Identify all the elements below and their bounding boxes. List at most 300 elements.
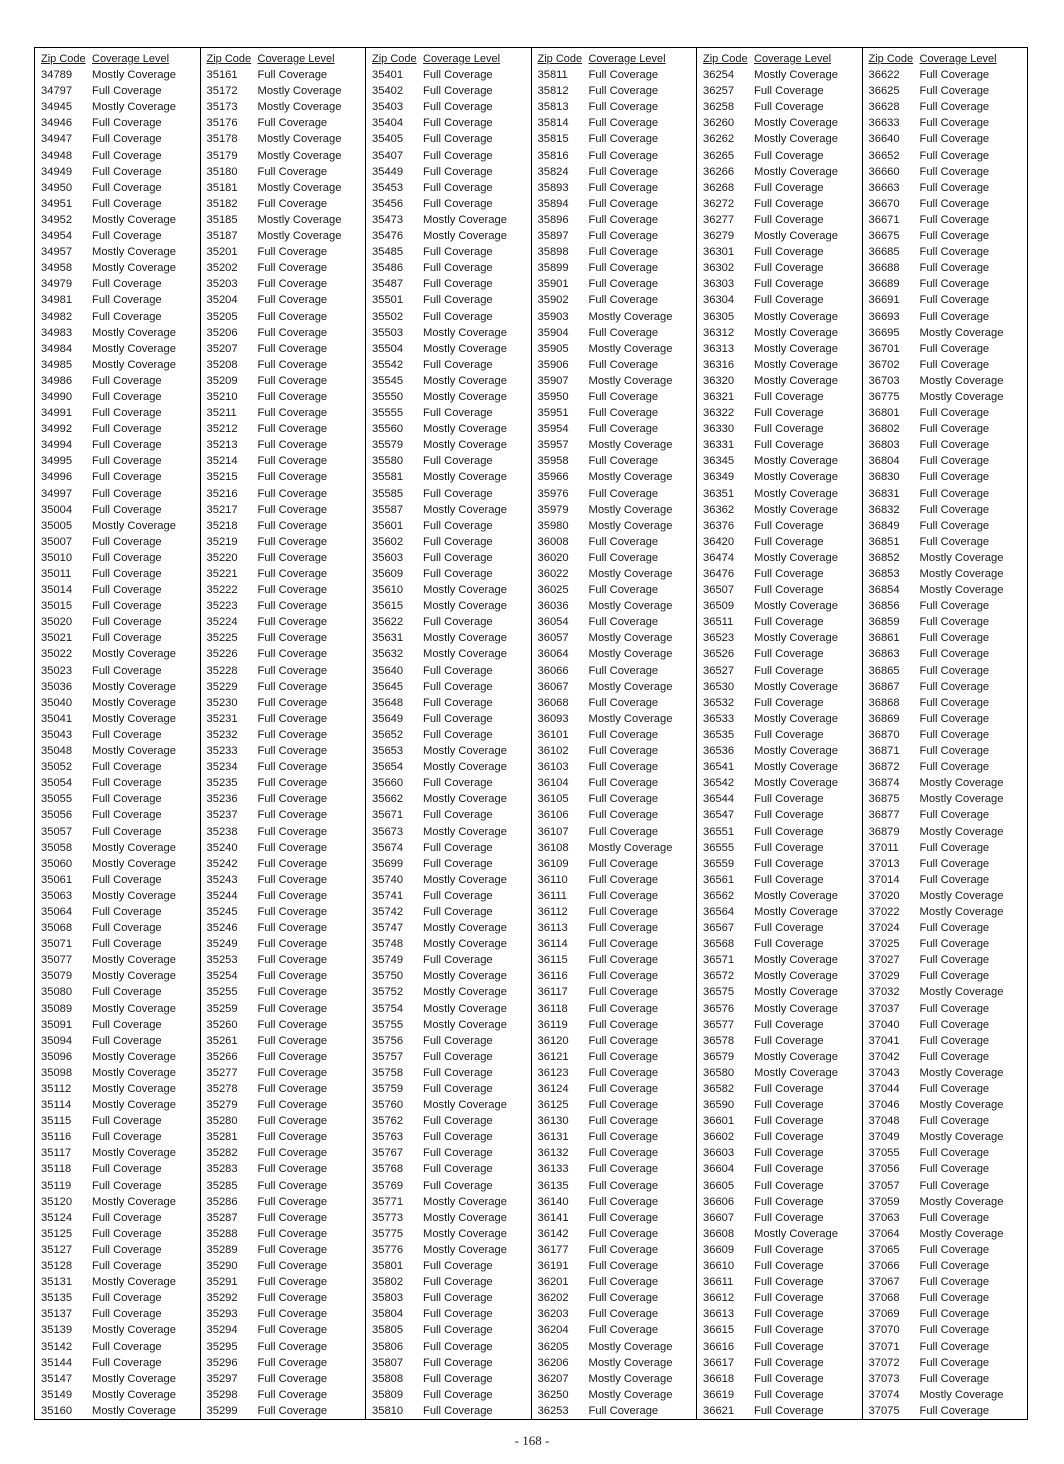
coverage-level: Mostly Coverage	[919, 1066, 1004, 1079]
zip-code: 36302	[703, 262, 735, 275]
coverage-level: Full Coverage	[423, 1034, 493, 1047]
table-row	[366, 421, 531, 437]
coverage-level: Mostly Coverage	[92, 358, 176, 371]
coverage-level: Full Coverage	[92, 551, 162, 564]
zip-code: 35501	[372, 294, 404, 307]
zip-code: 35602	[372, 535, 404, 548]
coverage-level: Full Coverage	[588, 278, 659, 291]
zip-code: 35560	[372, 423, 404, 436]
table-row	[532, 1355, 697, 1371]
coverage-level: Mostly Coverage	[423, 1018, 507, 1031]
coverage-level: Full Coverage	[754, 1340, 824, 1353]
coverage-level: Mostly Coverage	[423, 970, 507, 983]
coverage-level: Full Coverage	[588, 1018, 659, 1031]
coverage-level: Mostly Coverage	[588, 680, 673, 693]
coverage-level: Full Coverage	[423, 728, 493, 741]
table-row	[35, 1290, 200, 1306]
coverage-level: Full Coverage	[588, 1131, 659, 1144]
coverage-level: Mostly Coverage	[423, 632, 507, 645]
zip-code: 35117	[41, 1147, 72, 1160]
zip-code: 36321	[703, 390, 735, 403]
zip-code: 35118	[41, 1163, 72, 1176]
coverage-level: Mostly Coverage	[423, 390, 507, 403]
zip-code-header: Zip Code	[372, 53, 417, 65]
table-row	[366, 1274, 531, 1290]
coverage-level: Full Coverage	[257, 1163, 328, 1176]
zip-code: 36625	[868, 85, 900, 98]
coverage-level: Full Coverage	[257, 1034, 328, 1047]
coverage-level: Mostly Coverage	[754, 342, 838, 355]
coverage-level: Mostly Coverage	[588, 1388, 673, 1401]
table-row	[863, 598, 1028, 614]
zip-code: 36691	[868, 294, 900, 307]
coverage-level: Full Coverage	[588, 728, 659, 741]
table-row	[366, 67, 531, 83]
table-row	[863, 1210, 1028, 1226]
coverage-level: Full Coverage	[423, 551, 493, 564]
coverage-level: Full Coverage	[92, 117, 162, 130]
zip-code: 34979	[41, 278, 73, 291]
coverage-level: Full Coverage	[754, 1018, 824, 1031]
zip-code: 35244	[206, 889, 238, 902]
table-row	[863, 115, 1028, 131]
table-row	[532, 984, 697, 1000]
coverage-level: Mostly Coverage	[92, 954, 176, 967]
coverage-level: Full Coverage	[257, 1018, 328, 1031]
coverage-level: Full Coverage	[257, 648, 328, 661]
table-row	[366, 872, 531, 888]
table-row	[201, 598, 366, 614]
table-row	[697, 260, 862, 276]
table-row	[201, 791, 366, 807]
table-row	[366, 663, 531, 679]
zip-code: 36067	[537, 680, 569, 693]
coverage-level: Full Coverage	[919, 278, 990, 291]
table-row	[863, 775, 1028, 791]
zip-code: 35246	[206, 922, 238, 935]
table-row	[863, 1339, 1028, 1355]
zip-code: 36693	[868, 310, 900, 323]
coverage-level: Full Coverage	[423, 535, 493, 548]
zip-code: 35980	[537, 519, 569, 532]
coverage-level: Full Coverage	[588, 1260, 659, 1273]
table-row	[366, 1242, 531, 1258]
coverage-level: Full Coverage	[588, 1083, 659, 1095]
coverage-level: Mostly Coverage	[588, 712, 673, 725]
coverage-level: Full Coverage	[919, 1050, 990, 1063]
zip-code: 35407	[372, 149, 404, 162]
table-row	[863, 663, 1028, 679]
table-row	[366, 630, 531, 646]
zip-code: 36066	[537, 664, 569, 677]
table-row	[201, 1129, 366, 1145]
coverage-level: Mostly Coverage	[423, 873, 507, 886]
coverage-level: Mostly Coverage	[423, 1243, 507, 1256]
table-row	[201, 888, 366, 904]
coverage-level: Full Coverage	[754, 535, 824, 548]
table-row	[366, 888, 531, 904]
zip-code: 36571	[703, 954, 735, 967]
coverage-level: Full Coverage	[92, 471, 162, 484]
zip-code: 35752	[372, 986, 404, 999]
zip-code: 35502	[372, 310, 404, 323]
table-row	[697, 824, 862, 840]
coverage-level: Mostly Coverage	[92, 262, 176, 275]
coverage-level: Full Coverage	[257, 905, 328, 918]
coverage-level: Mostly Coverage	[754, 954, 838, 967]
table-row	[201, 936, 366, 952]
zip-code: 36177	[537, 1243, 569, 1256]
zip-code: 35139	[41, 1324, 73, 1337]
table-row	[863, 421, 1028, 437]
zip-code: 36316	[703, 358, 735, 371]
table-row	[366, 1210, 531, 1226]
zip-code: 35144	[41, 1356, 73, 1369]
coverage-level: Mostly Coverage	[754, 889, 838, 902]
coverage-level: Full Coverage	[423, 85, 493, 98]
table-row	[863, 984, 1028, 1000]
zip-code: 35201	[206, 246, 238, 259]
table-row	[532, 131, 697, 147]
coverage-level: Full Coverage	[588, 745, 659, 758]
coverage-level: Full Coverage	[257, 374, 328, 387]
zip-code: 35023	[41, 664, 73, 677]
zip-code: 36576	[703, 1002, 735, 1015]
coverage-level: Full Coverage	[423, 1179, 493, 1192]
zip-code: 36879	[868, 825, 900, 838]
zip-code: 36362	[703, 503, 735, 516]
coverage-level: Full Coverage	[588, 455, 659, 468]
table-row	[532, 711, 697, 727]
table-row	[697, 1403, 862, 1419]
zip-code: 36551	[703, 825, 735, 838]
zip-code: 36191	[537, 1260, 569, 1273]
zip-code: 35615	[372, 600, 404, 613]
zip-code: 35295	[206, 1340, 238, 1353]
table-row	[532, 1226, 697, 1242]
zip-code: 35645	[372, 680, 404, 693]
coverage-level: Full Coverage	[588, 905, 659, 918]
zip-code: 35040	[41, 696, 73, 709]
coverage-level: Full Coverage	[423, 1260, 493, 1273]
table-row	[366, 196, 531, 212]
table-row	[697, 727, 862, 743]
coverage-level: Full Coverage	[588, 1066, 659, 1079]
table-row	[863, 405, 1028, 421]
table-row	[863, 646, 1028, 662]
coverage-level: Full Coverage	[423, 1050, 493, 1063]
table-row	[366, 968, 531, 984]
table-row	[863, 148, 1028, 164]
table-row	[35, 1226, 200, 1242]
coverage-level: Mostly Coverage	[423, 584, 507, 597]
zip-code: 36132	[537, 1147, 569, 1160]
zip-code: 35814	[537, 117, 569, 130]
table-row	[532, 1113, 697, 1129]
coverage-level: Full Coverage	[919, 246, 990, 259]
coverage-level: Full Coverage	[754, 1243, 824, 1256]
coverage-level: Full Coverage	[423, 455, 493, 468]
table-row	[863, 1001, 1028, 1017]
coverage-level: Mostly Coverage	[754, 374, 838, 387]
table-row	[201, 1242, 366, 1258]
coverage-level: Full Coverage	[92, 922, 162, 935]
zip-code: 35255	[206, 986, 238, 999]
coverage-level: Full Coverage	[919, 1018, 990, 1031]
coverage-table	[34, 47, 1028, 1420]
zip-code: 34982	[41, 310, 73, 323]
table-row	[366, 1290, 531, 1306]
table-row	[201, 759, 366, 775]
zip-code: 35807	[372, 1356, 404, 1369]
table-row	[863, 164, 1028, 180]
coverage-level: Full Coverage	[423, 857, 493, 870]
zip-code: 35813	[537, 101, 569, 114]
table-row	[863, 759, 1028, 775]
zip-code: 36331	[703, 439, 735, 452]
zip-code: 35052	[41, 761, 73, 774]
zip-code: 36615	[703, 1324, 735, 1337]
table-row	[201, 148, 366, 164]
table-row	[35, 566, 200, 582]
coverage-level: Full Coverage	[92, 294, 162, 307]
table-row	[35, 437, 200, 453]
zip-code-header: Zip Code	[537, 53, 583, 65]
zip-code: 36330	[703, 423, 735, 436]
table-row	[532, 325, 697, 341]
table-row	[532, 1081, 697, 1097]
coverage-level: Full Coverage	[257, 825, 328, 838]
zip-code: 34990	[41, 390, 73, 403]
coverage-level: Full Coverage	[919, 616, 990, 629]
table-row	[697, 1097, 862, 1113]
coverage-level: Full Coverage	[423, 262, 493, 275]
table-row	[201, 502, 366, 518]
coverage-level: Full Coverage	[92, 149, 162, 162]
coverage-level: Mostly Coverage	[92, 1372, 176, 1385]
coverage-level: Mostly Coverage	[754, 133, 838, 146]
zip-code: 37013	[868, 857, 900, 870]
zip-code: 35748	[372, 938, 404, 951]
table-row	[366, 952, 531, 968]
coverage-level: Mostly Coverage	[919, 326, 1004, 339]
zip-code: 35119	[41, 1179, 72, 1192]
zip-code: 35542	[372, 358, 404, 371]
table-row	[532, 373, 697, 389]
table-row	[532, 486, 697, 502]
zip-code: 36106	[537, 809, 569, 822]
coverage-level: Full Coverage	[257, 1260, 328, 1273]
coverage-level: Full Coverage	[92, 85, 162, 98]
table-row	[863, 952, 1028, 968]
coverage-level: Full Coverage	[754, 1324, 824, 1337]
table-row	[532, 309, 697, 325]
zip-code: 36205	[537, 1340, 569, 1353]
coverage-level: Full Coverage	[92, 600, 162, 613]
zip-code: 36303	[703, 278, 735, 291]
table-row	[201, 373, 366, 389]
zip-code: 35673	[372, 825, 404, 838]
coverage-level: Full Coverage	[754, 728, 824, 741]
table-row	[532, 936, 697, 952]
zip-code: 36831	[868, 487, 900, 500]
zip-code: 35950	[537, 390, 569, 403]
coverage-level: Full Coverage	[257, 1002, 328, 1015]
coverage-level: Mostly Coverage	[754, 326, 838, 339]
coverage-level-header: Coverage Level	[919, 53, 997, 65]
table-row	[532, 775, 697, 791]
zip-code: 36258	[703, 101, 735, 114]
zip-code: 35235	[206, 777, 238, 790]
coverage-level: Full Coverage	[588, 1002, 659, 1015]
table-row	[366, 83, 531, 99]
zip-code: 36068	[537, 696, 569, 709]
table-row	[697, 920, 862, 936]
zip-code: 35758	[372, 1066, 404, 1079]
table-row	[532, 904, 697, 920]
zip-code: 36832	[868, 503, 900, 516]
table-row	[532, 743, 697, 759]
zip-code: 36541	[703, 761, 735, 774]
coverage-level: Full Coverage	[257, 503, 328, 516]
table-row	[532, 727, 697, 743]
zip-code: 35749	[372, 954, 404, 967]
coverage-level: Full Coverage	[257, 632, 328, 645]
coverage-level: Full Coverage	[92, 584, 162, 597]
zip-code: 35966	[537, 471, 569, 484]
coverage-level: Full Coverage	[919, 696, 990, 709]
zip-code: 35206	[206, 326, 238, 339]
zip-code: 37024	[868, 922, 900, 935]
zip-code-header: Zip Code	[868, 53, 914, 65]
table-row	[697, 1033, 862, 1049]
zip-code: 36108	[537, 841, 569, 854]
coverage-level: Mostly Coverage	[92, 648, 176, 661]
coverage-level: Full Coverage	[588, 584, 659, 597]
table-row	[35, 276, 200, 292]
zip-code: 36125	[537, 1099, 569, 1112]
coverage-level: Full Coverage	[257, 761, 328, 774]
coverage-level: Mostly Coverage	[588, 632, 673, 645]
zip-code: 35896	[537, 213, 569, 226]
coverage-level: Full Coverage	[257, 342, 328, 355]
coverage-level: Full Coverage	[754, 825, 824, 838]
table-row	[35, 1081, 200, 1097]
zip-code: 35487	[372, 278, 404, 291]
table-row	[697, 357, 862, 373]
coverage-level: Full Coverage	[92, 230, 162, 243]
coverage-level: Full Coverage	[257, 1066, 328, 1079]
zip-code: 37037	[868, 1002, 900, 1015]
zip-code: 36617	[703, 1356, 735, 1369]
coverage-level: Full Coverage	[92, 825, 162, 838]
coverage-level: Full Coverage	[423, 954, 493, 967]
coverage-level: Full Coverage	[257, 873, 328, 886]
table-row	[35, 791, 200, 807]
coverage-level: Mostly Coverage	[423, 1099, 507, 1112]
coverage-level: Full Coverage	[588, 69, 659, 82]
coverage-level: Mostly Coverage	[588, 600, 673, 613]
zip-code: 36532	[703, 696, 735, 709]
zip-code: 35020	[41, 616, 73, 629]
table-row	[863, 1081, 1028, 1097]
table-row	[35, 582, 200, 598]
zip-code: 36611	[703, 1276, 734, 1289]
table-column	[532, 48, 698, 1419]
table-row	[863, 1274, 1028, 1290]
zip-code: 35176	[206, 117, 238, 130]
table-row	[863, 727, 1028, 743]
table-column	[35, 48, 201, 1419]
table-row	[697, 1242, 862, 1258]
zip-code: 35660	[372, 777, 404, 790]
table-row	[532, 228, 697, 244]
coverage-level: Full Coverage	[754, 1163, 824, 1176]
coverage-level: Full Coverage	[588, 326, 659, 339]
coverage-level: Full Coverage	[754, 809, 824, 822]
zip-code: 36868	[868, 696, 900, 709]
coverage-level: Mostly Coverage	[92, 101, 176, 114]
coverage-level: Full Coverage	[423, 1340, 493, 1353]
coverage-level: Full Coverage	[257, 793, 328, 806]
zip-code: 37070	[868, 1324, 900, 1337]
coverage-level: Full Coverage	[919, 519, 990, 532]
table-row	[697, 437, 862, 453]
zip-code: 35903	[537, 310, 569, 323]
zip-code: 35804	[372, 1308, 404, 1321]
zip-code: 35622	[372, 616, 404, 629]
table-row	[35, 1065, 200, 1081]
table-row	[697, 759, 862, 775]
table-row	[697, 984, 862, 1000]
zip-code: 36265	[703, 149, 735, 162]
coverage-level: Full Coverage	[919, 197, 990, 210]
zip-code: 36628	[868, 101, 900, 114]
zip-code: 36322	[703, 407, 735, 420]
coverage-level: Full Coverage	[588, 616, 659, 629]
coverage-level-header: Coverage Level	[423, 53, 501, 65]
coverage-level: Mostly Coverage	[257, 149, 342, 162]
coverage-level: Full Coverage	[92, 310, 162, 323]
coverage-level: Mostly Coverage	[754, 551, 838, 564]
zip-code: 35041	[41, 712, 73, 725]
table-row	[697, 1226, 862, 1242]
zip-code: 36511	[703, 616, 734, 629]
zip-code: 36660	[868, 165, 900, 178]
zip-code: 35906	[537, 358, 569, 371]
table-row	[697, 711, 862, 727]
table-row	[532, 791, 697, 807]
table-row	[35, 759, 200, 775]
table-row	[366, 984, 531, 1000]
zip-code: 37048	[868, 1115, 900, 1128]
table-row	[35, 357, 200, 373]
table-row	[35, 904, 200, 920]
coverage-level: Full Coverage	[919, 1324, 990, 1337]
zip-code: 36116	[537, 970, 568, 983]
zip-code: 36201	[537, 1276, 569, 1289]
zip-code: 35740	[372, 873, 404, 886]
table-row	[366, 840, 531, 856]
coverage-level: Full Coverage	[588, 1163, 659, 1176]
table-row	[366, 405, 531, 421]
table-row	[863, 131, 1028, 147]
zip-code: 37049	[868, 1131, 900, 1144]
zip-code: 35015	[41, 600, 73, 613]
coverage-level: Mostly Coverage	[423, 1227, 507, 1240]
coverage-level: Mostly Coverage	[92, 970, 176, 983]
table-row	[35, 1097, 200, 1113]
